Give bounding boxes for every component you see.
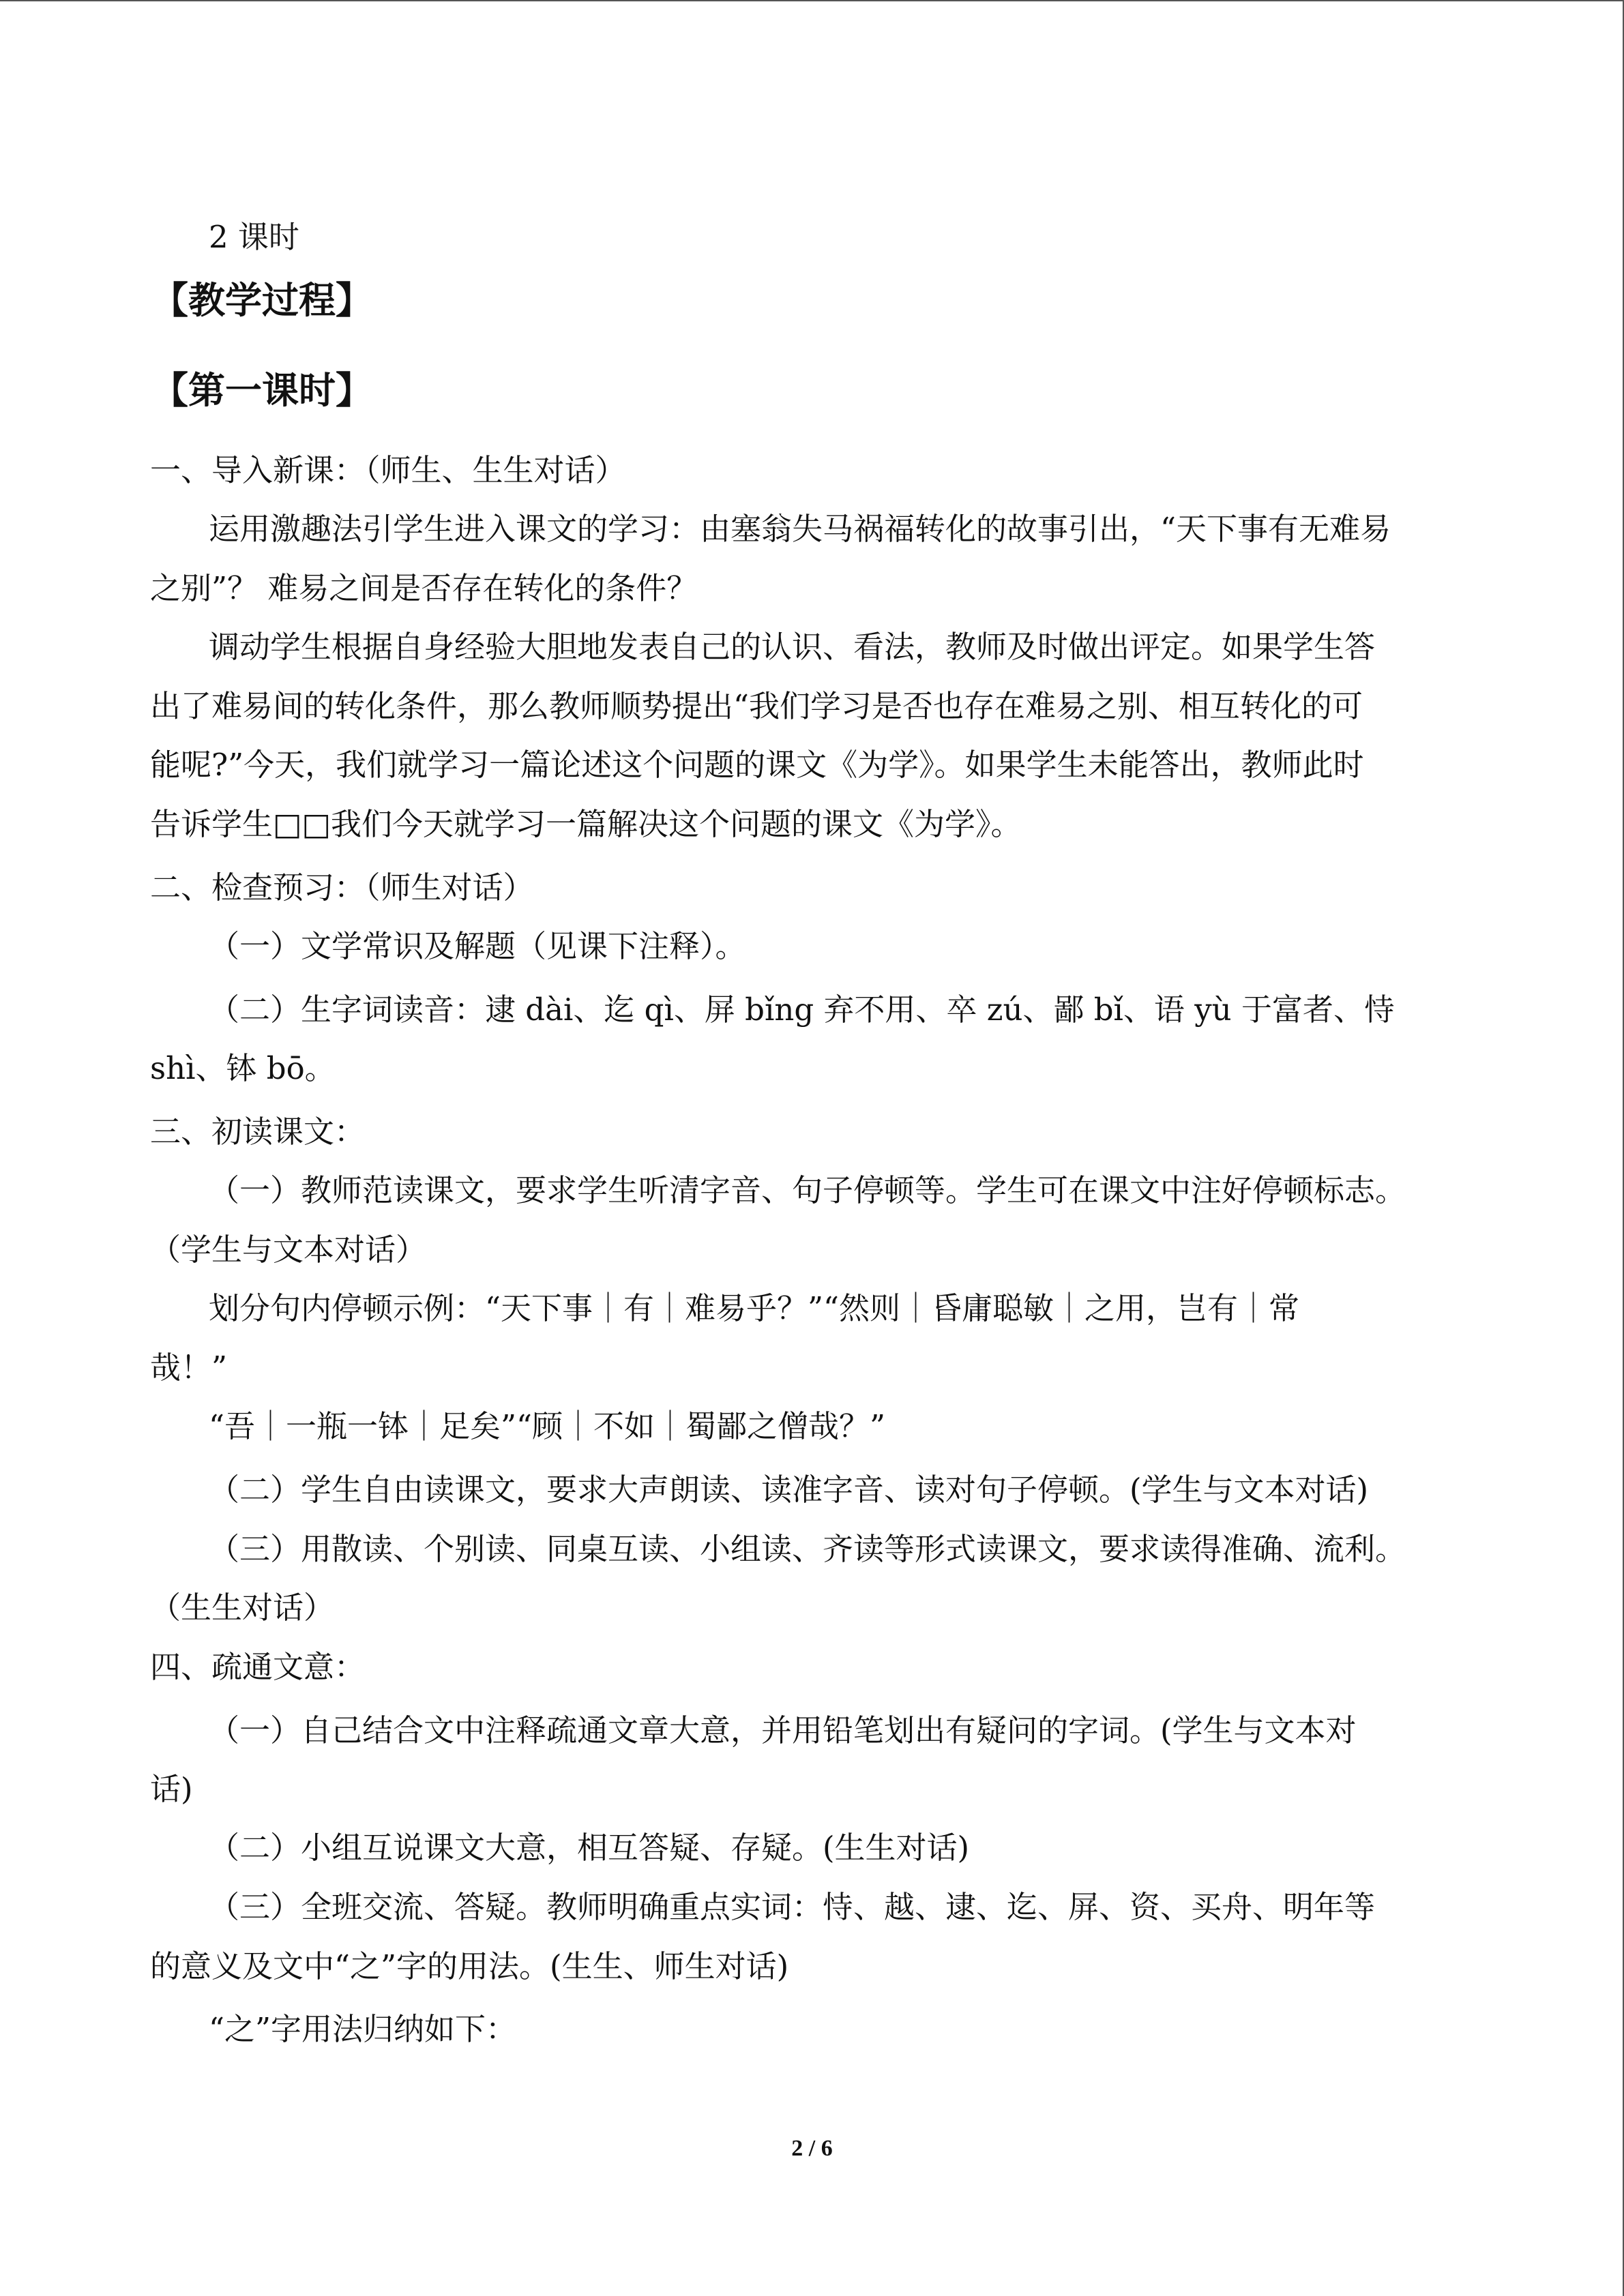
paragraph-line: （生生对话） bbox=[150, 1590, 335, 1626]
paragraph-line: 出了难易间的转化条件，那么教师顺势提出“我们学习是否也存在难易之别、相互转化的可 bbox=[150, 688, 1363, 724]
paragraph-line: 的意义及文中“之”字的用法。(生生、师生对话) bbox=[150, 1948, 789, 1984]
paragraph-line: （一）自己结合文中注释疏通文章大意，并用铅笔划出有疑问的字词。(学生与文本对 bbox=[209, 1712, 1357, 1748]
paragraph-line: （二）小组互说课文大意，相互答疑、存疑。(生生对话) bbox=[209, 1830, 970, 1866]
paragraph-line: 调动学生根据自身经验大胆地发表自己的认识、看法，教师及时做出评定。如果学生答 bbox=[209, 629, 1376, 665]
paragraph-line: 运用激趣法引学生进入课文的学习：由塞翁失马祸福转化的故事引出，“天下事有无难易 bbox=[209, 511, 1391, 547]
paragraph-line: （二）生字词读音：逮 dài、迄 qì、屏 bǐng 弃不用、卒 zú、鄙 bǐ、语 yù 于富者、恃 bbox=[209, 992, 1395, 1028]
paragraph-line: 哉！” bbox=[150, 1350, 228, 1386]
section-2-title: 二、检查预习：（师生对话） bbox=[150, 869, 534, 906]
page-number: 2 / 6 bbox=[791, 2136, 833, 2161]
paragraph-line: “之”字用法归纳如下： bbox=[209, 2011, 517, 2047]
paragraph-line: （学生与文本对话） bbox=[150, 1232, 427, 1268]
paragraph-line: 之别”？ 难易之间是否存在转化的条件？ bbox=[150, 570, 698, 606]
section-1-title: 一、导入新课：（师生、生生对话） bbox=[150, 452, 626, 488]
paragraph-line: （一）教师范读课文，要求学生听清字音、句子停顿等。学生可在课文中注好停顿标志。 bbox=[209, 1172, 1406, 1208]
heading-teaching-process: 【教学过程】 bbox=[151, 278, 372, 322]
paragraph-line: 能呢?”今天，我们就学习一篇论述这个问题的课文《为学》。如果学生未能答出，教师此时 bbox=[150, 747, 1364, 783]
section-4-title: 四、疏通文意： bbox=[150, 1649, 366, 1685]
paragraph-line: shì、钵 bō。 bbox=[150, 1050, 336, 1086]
class-hours: 2 课时 bbox=[209, 219, 299, 255]
paragraph-line: （二）学生自由读课文，要求大声朗读、读准字音、读对句子停顿。(学生与文本对话) bbox=[209, 1472, 1369, 1508]
heading-first-lesson: 【第一课时】 bbox=[151, 368, 372, 412]
paragraph-line: （三）全班交流、答疑。教师明确重点实词：恃、越、逮、迄、屏、资、买舟、明年等 bbox=[209, 1889, 1376, 1925]
paragraph-line: 划分句内停顿示例：“天下事｜有｜难易乎？”“然则｜昏庸聪敏｜之用，岂有｜常 bbox=[209, 1290, 1300, 1326]
paragraph-line: “吾｜一瓶一钵｜足矣”“顾｜不如｜蜀鄙之僧哉？” bbox=[209, 1408, 886, 1444]
paragraph-line: （三）用散读、个别读、同桌互读、小组读、齐读等形式读课文，要求读得准确、流利。 bbox=[209, 1531, 1406, 1567]
paragraph-line: 告诉学生□□我们今天就学习一篇解决这个问题的课文《为学》。 bbox=[150, 806, 1022, 842]
section-3-title: 三、初读课文： bbox=[150, 1114, 366, 1150]
paragraph-line: （一）文学常识及解题（见课下注释）。 bbox=[209, 928, 746, 964]
paragraph-line: 话) bbox=[150, 1771, 193, 1807]
